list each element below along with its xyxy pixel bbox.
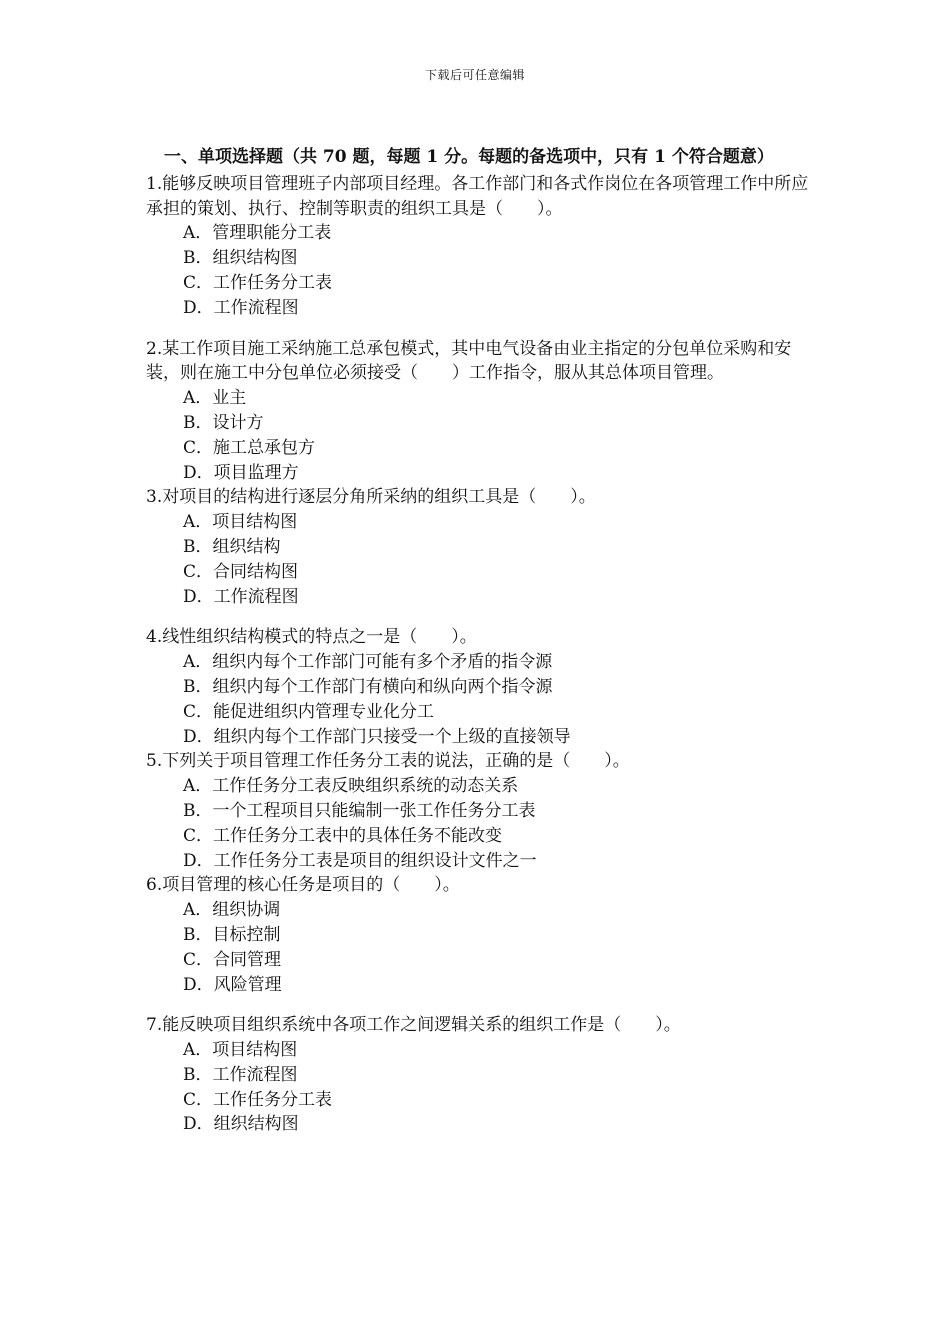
question-4 xyxy=(146,625,811,749)
option-a: A．组织协调 xyxy=(183,900,281,921)
option-a: A．管理职能分工表 xyxy=(183,223,332,244)
question-text: 4.线性组织结构模式的特点之一是（ ）。 xyxy=(146,627,477,648)
question-text: 6.项目管理的核心任务是项目的（ ）。 xyxy=(146,875,460,896)
option-b: B．目标控制 xyxy=(183,924,281,945)
option-d: D．工作任务分工表是项目的组织设计文件之一 xyxy=(183,850,537,871)
option-c: C．合同管理 xyxy=(183,949,282,970)
option-b: B．组织内每个工作部门有横向和纵向两个指令源 xyxy=(183,676,553,697)
question-5 xyxy=(146,749,811,873)
option-b: B．设计方 xyxy=(183,412,264,433)
option-a: A．项目结构图 xyxy=(183,1040,298,1061)
question-6 xyxy=(146,873,811,997)
option-b: B．组织结构 xyxy=(183,536,281,557)
option-c: C．工作任务分工表 xyxy=(183,272,333,293)
page-header: 下载后可任意编辑 xyxy=(424,68,525,82)
question-2 xyxy=(146,337,811,486)
option-c: C．工作任务分工表 xyxy=(183,1089,333,1110)
option-c: C．能促进组织内管理专业化分工 xyxy=(183,701,435,722)
option-a: A．业主 xyxy=(183,388,247,409)
question-text: 3.对项目的结构进行逐层分角所采纳的组织工具是（ ）。 xyxy=(146,487,596,508)
option-d: D．组织结构图 xyxy=(183,1114,299,1135)
document-body xyxy=(146,145,811,1137)
question-7 xyxy=(146,1013,811,1137)
option-c: C．合同结构图 xyxy=(183,561,299,582)
question-text: 2.某工作项目施工采纳施工总承包模式，其中电气设备由业主指定的分包单位采购和安装，则在施工中分包单位必须接受（ ）工作指令，服从其总体项目管理。 xyxy=(146,338,792,384)
option-d: D．工作流程图 xyxy=(183,586,299,607)
question-text: 7.能反映项目组织系统中各项工作之间逻辑关系的组织工作是（ ）。 xyxy=(146,1015,681,1036)
option-a: A．项目结构图 xyxy=(183,512,298,533)
option-d: D．项目监理方 xyxy=(183,462,299,483)
option-b: B．组织结构图 xyxy=(183,248,298,269)
option-c: C．工作任务分工表中的具体任务不能改变 xyxy=(183,825,503,846)
option-a: A．工作任务分工表反映组织系统的动态关系 xyxy=(183,776,519,797)
question-3 xyxy=(146,485,811,609)
option-c: C．施工总承包方 xyxy=(183,437,316,458)
option-d: D．组织内每个工作部门只接受一个上级的直接领导 xyxy=(183,726,571,747)
option-d: D．工作流程图 xyxy=(183,297,299,318)
question-text: 5.下列关于项目管理工作任务分工表的说法，正确的是（ ）。 xyxy=(146,751,630,772)
option-b: B．一个工程项目只能编制一张工作任务分工表 xyxy=(183,800,536,821)
question-1 xyxy=(146,172,811,321)
option-b: B．工作流程图 xyxy=(183,1064,298,1085)
section-title: 一、单项选择题（共 70 题，每题 1 分。每题的备选项中，只有 1 个符合题意） xyxy=(164,147,774,167)
option-d: D．风险管理 xyxy=(183,974,282,995)
question-text: 1.能够反映项目管理班子内部项目经理。各工作部门和各式作岗位在各项管理工作中所应承担的策划、执行、控制等职责的组织工具是（ ）。 xyxy=(146,173,809,219)
option-a: A．组织内每个工作部门可能有多个矛盾的指令源 xyxy=(183,652,553,673)
